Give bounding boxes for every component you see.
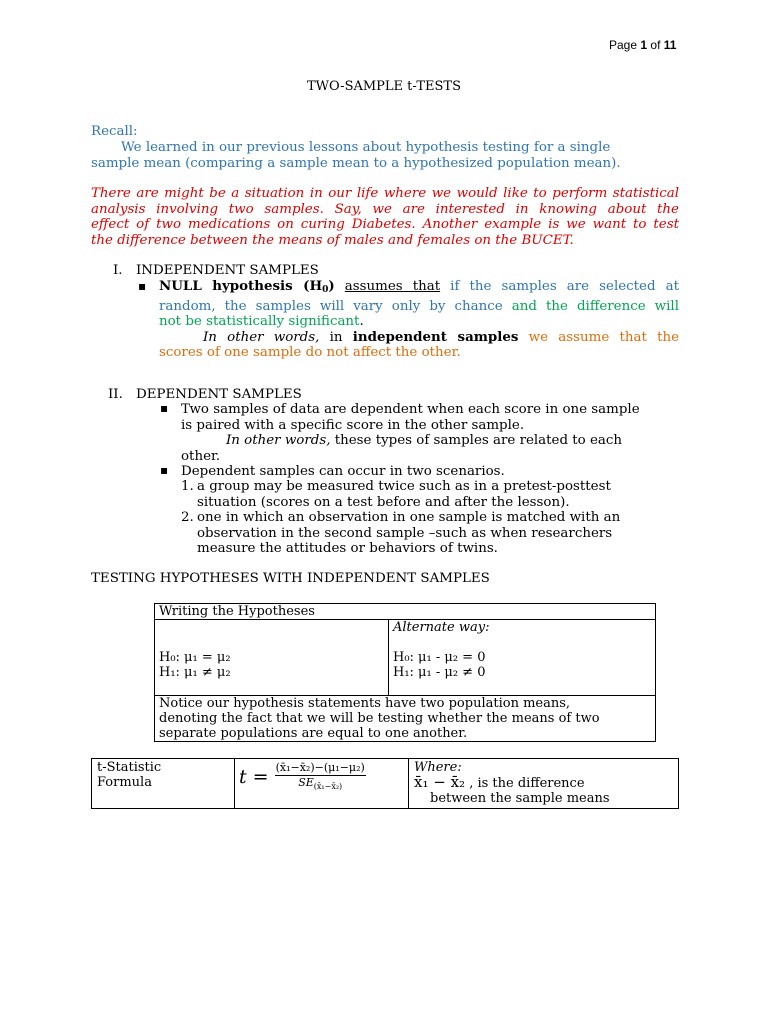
t-statistic-where: Where: x̄₁ − x̄₂ , is the difference between the sample means bbox=[409, 759, 679, 809]
scenario-2-text: one in which an observation in one sample is matched with an observation in the second sample –such as when researchers measure the attitudes or behaviors of twins. bbox=[197, 510, 621, 556]
formula-t: t = bbox=[239, 766, 269, 788]
formula-numerator: (x̄₁−x̄₂)−(μ₁−μ₂) bbox=[275, 761, 365, 774]
h1-right: H₁: μ₁ - μ₂ ≠ 0 bbox=[393, 665, 486, 680]
section-2-heading: DEPENDENT SAMPLES bbox=[136, 387, 302, 402]
difference-expression: x̄₁ − x̄₂ bbox=[414, 773, 466, 791]
square-bullet-icon: ▪ bbox=[160, 401, 169, 415]
h0-left: H₀: μ₁ = μ₂ bbox=[159, 650, 231, 665]
dependent-bullet-2: Dependent samples can occur in two scenarios. bbox=[181, 464, 505, 479]
recall-paragraph: We learned in our previous lessons about hypothesis testing for a single sample mean (comparing a sample mean to a hypothesized population mean). bbox=[91, 140, 621, 171]
section-2-numeral: II. bbox=[108, 387, 123, 402]
testing-heading: TESTING HYPOTHESES WITH INDEPENDENT SAMPLES bbox=[91, 571, 490, 586]
h1-left: H₁: μ₁ ≠ μ₂ bbox=[159, 665, 231, 680]
scenario-1-number: 1. bbox=[181, 479, 194, 494]
null-hypothesis-bullet: NULL hypothesis $(H_0)$ assumes that if the samples are selected at random, the samples will vary only by chance and the difference will not be statistically significant. In other words, in independent samples we assume that the scores of one sample do not affect the other. bbox=[159, 278, 680, 360]
alternate-way-label: Alternate way: bbox=[393, 620, 490, 635]
t-statistic-label: t-Statistic Formula bbox=[92, 759, 235, 809]
document-title: TWO-SAMPLE t-TESTS bbox=[307, 79, 461, 94]
t-statistic-formula bbox=[235, 759, 409, 809]
square-bullet-icon: ▪ bbox=[160, 463, 169, 477]
hypotheses-right-cell bbox=[389, 620, 656, 696]
scenario-2-number: 2. bbox=[181, 510, 194, 525]
scenario-1-text: a group may be measured twice such as in a pretest-posttest situation (scores on a test before and after the lesson). bbox=[197, 479, 611, 510]
hypotheses-table bbox=[154, 603, 656, 742]
hypotheses-note: Notice our hypothesis statements have two population means, denoting the fact that we will be testing whether the means of two separate populations are equal to one another. bbox=[155, 696, 656, 742]
page-number: Page 1 of 11 bbox=[609, 38, 677, 52]
intro-paragraph: There are might be a situation in our life where we would like to perform statistical analysis involving two samples. Say, we are interested in knowing about the effect of two medications on curing Diabetes. Another example is we want to test the difference between the means of males and females on the BUCET. bbox=[91, 186, 679, 248]
section-1-numeral: I. bbox=[113, 263, 123, 278]
t-statistic-table bbox=[91, 758, 679, 809]
h0-right: H₀: μ₁ - μ₂ = 0 bbox=[393, 650, 486, 665]
dependent-bullet-1: Two samples of data are dependent when each score in one sample is paired with a specific score in the other sample. In other words, these types of samples are related to each other. bbox=[181, 402, 640, 464]
hypotheses-left-cell bbox=[155, 620, 389, 696]
formula-denominator: $SE_{(x̄_1-x̄_2)}$ bbox=[298, 776, 343, 791]
square-bullet-icon: ▪ bbox=[138, 279, 147, 293]
section-1-heading: INDEPENDENT SAMPLES bbox=[136, 263, 319, 278]
hypotheses-table-header: Writing the Hypotheses bbox=[155, 604, 656, 620]
recall-heading: Recall: bbox=[91, 124, 138, 139]
